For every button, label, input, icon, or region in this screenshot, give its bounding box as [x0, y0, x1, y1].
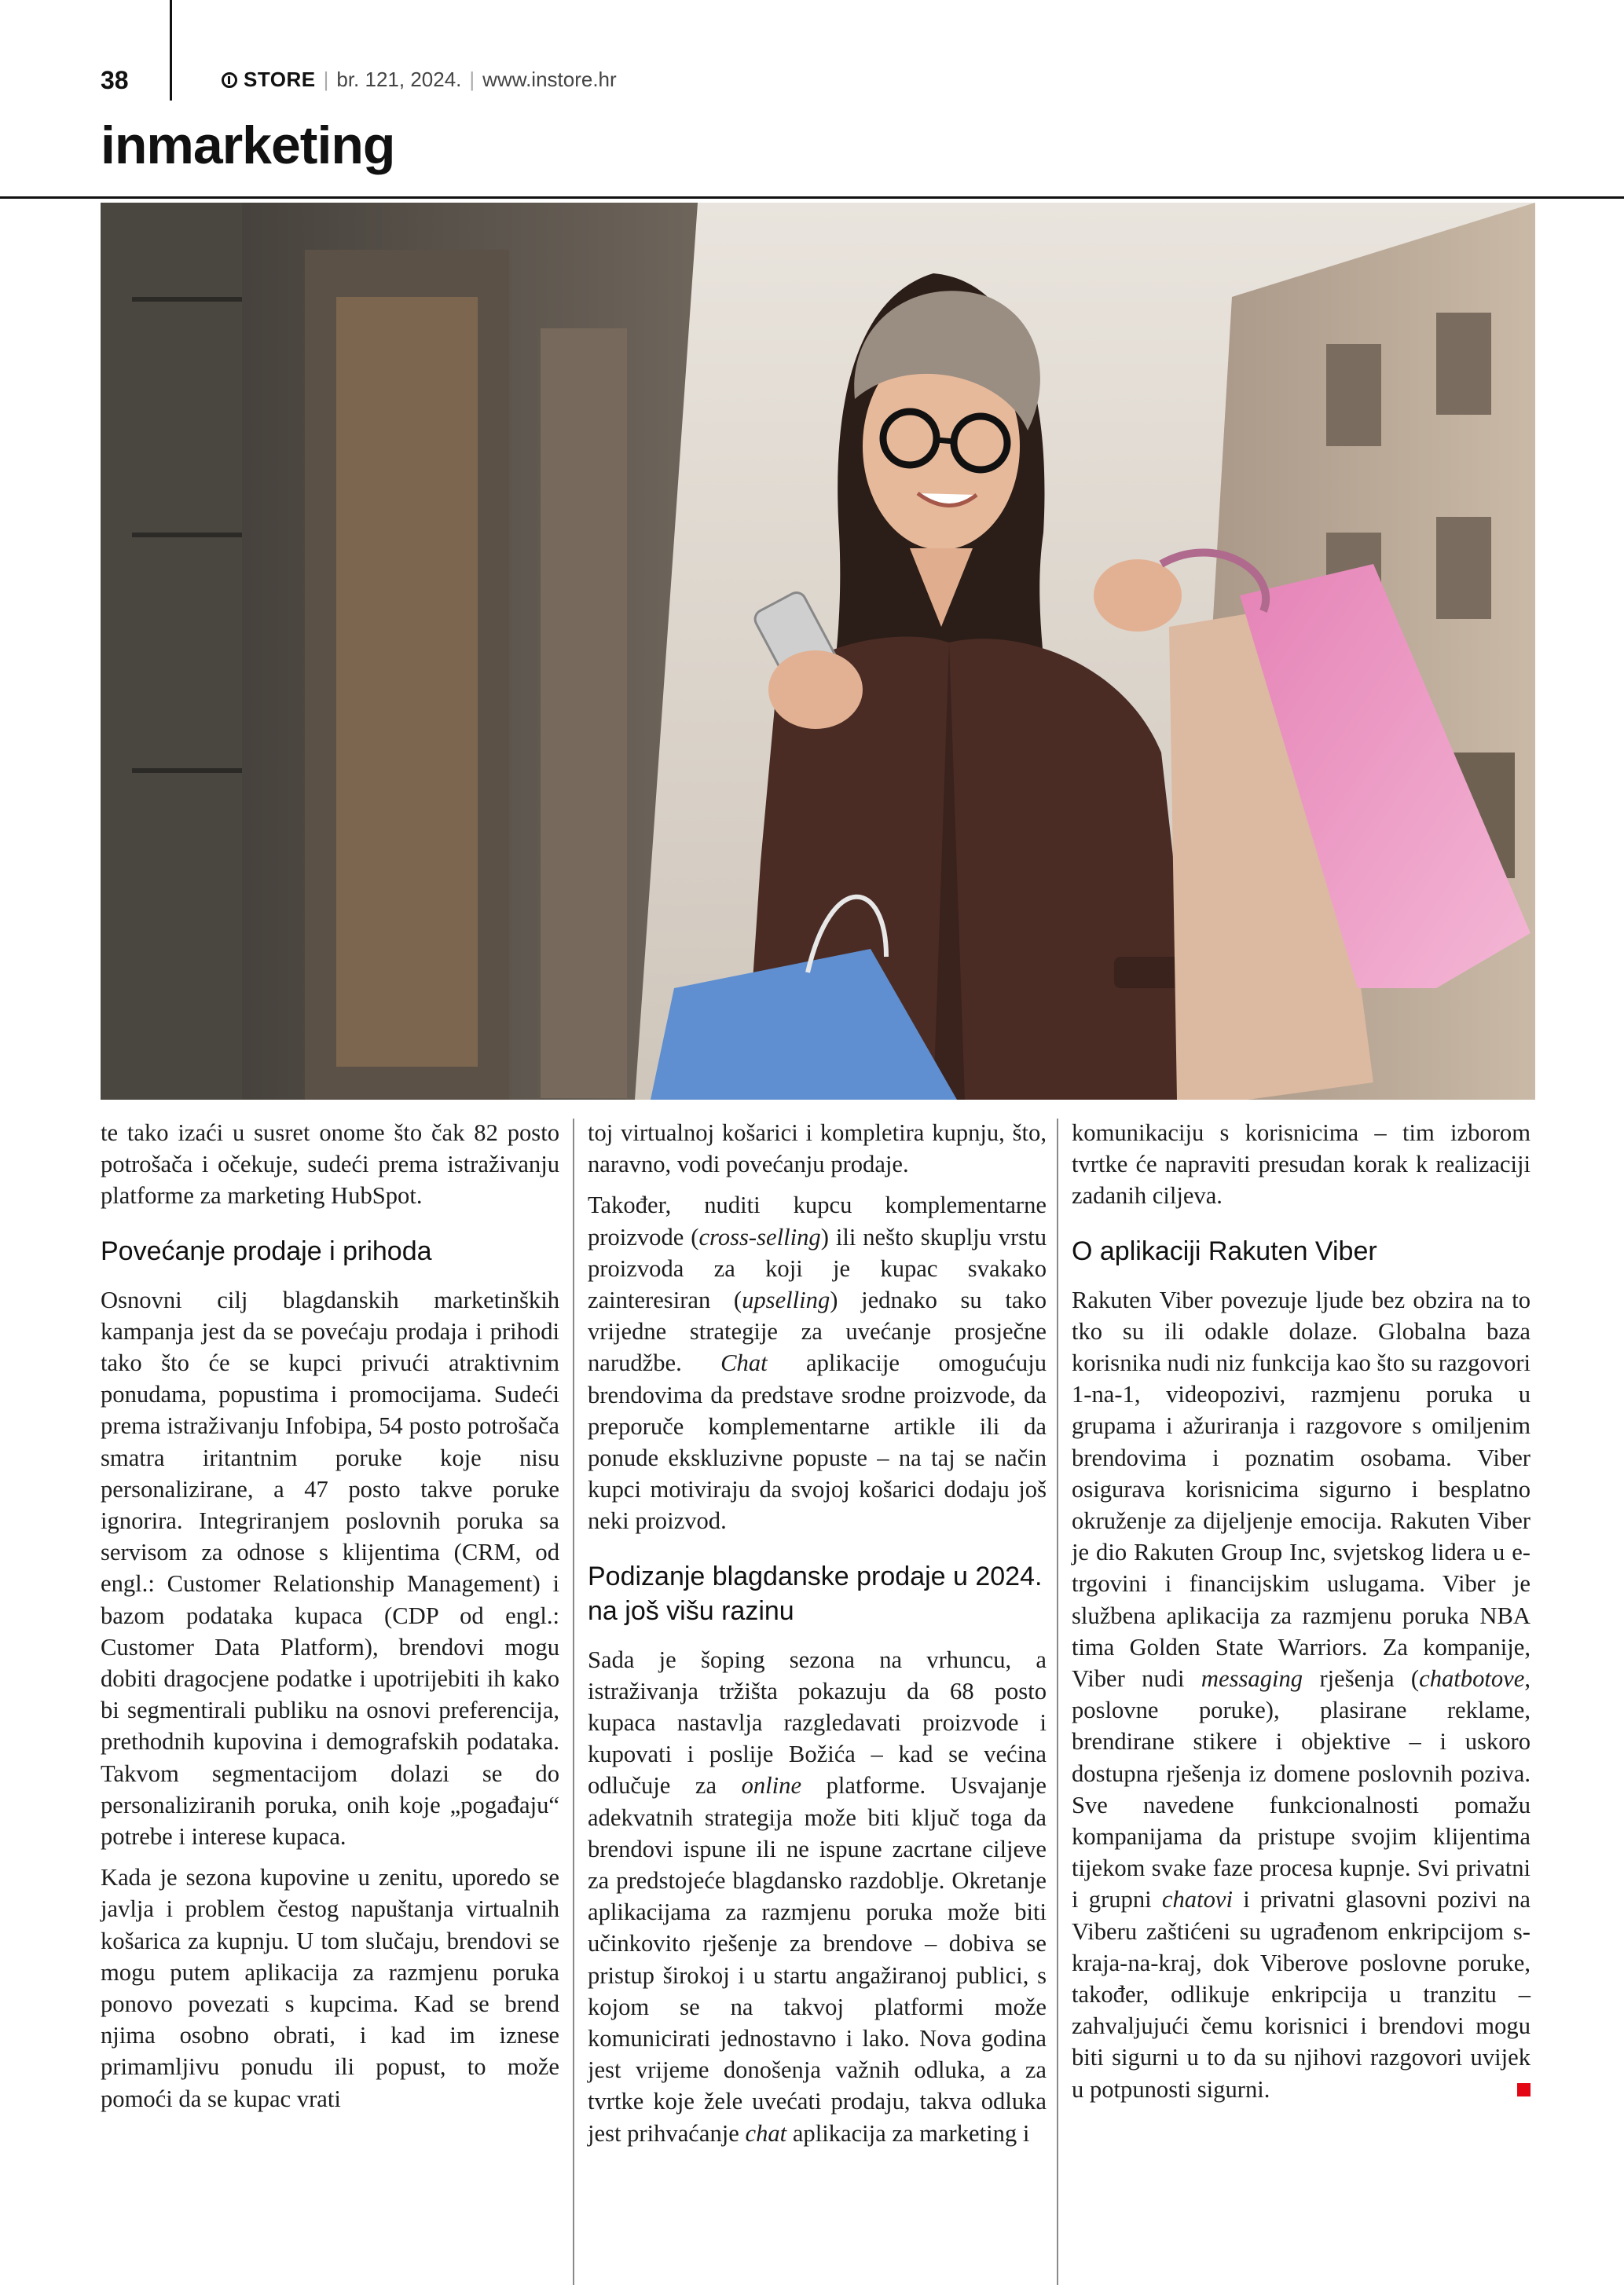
- page-number: 38: [101, 66, 129, 94]
- section-title: inmarketing: [101, 115, 395, 175]
- paragraph: Rakuten Viber povezuje ljude bez obzira na to tko su ili odakle dolaze. Globalna baza korisnika nudi niz funkcija kao što su razgovori 1-na-1, videopozivi, razmjenu poruka u grupama i ažuriranja i razgovore s omiljenim brendovima i poznatim osobama. Viber osigurava korisnicima sigurno i besplatno okruženje za dijeljenje emocija. Rakuten Viber je dio Rakuten Group Inc, svjetskog lidera u e-trgovini i financijskim uslugama. Viber je službena aplikacija za razmjenu poruka NBA tima Golden State Warriors. Za kompanije, Viber nudi messaging rješenja (chatbotove, poslovne poruke), plasirane reklame, brendirane stikere i objektive – i uskoro dostupna rješenja iz domene poslovnih poziva. Sve navedene funkcionalnosti pomažu kompanijama da pristupe svojim klijentima tijekom svake faze procesa kupnje. Svi privatni i grupni chatovi i privatni glasovni pozivi na Viberu zaštićeni su ugrađenom enkripcijom s-kraja-na-kraj, dok Viberove poslovne poruke, također, odlikuje enkripcija u tranzitu – zahvaljujući čemu korisnici i brendovi mogu biti sigurni u to da su njihovi razgovori uvijek u potpunosti sigurni.: [1072, 1286, 1531, 2103]
- paragraph: toj virtualnoj košarici i kompletira kupnju, što, naravno, vodi povećanju prodaje.: [588, 1119, 1047, 1178]
- woman-shopping-bags-photo: [101, 203, 1535, 1100]
- column-rule: [1057, 1119, 1058, 2285]
- paragraph: te tako izaći u susret onome što čak 82 posto potrošača i očekuje, sudeći prema istraživanju platforme za marketing HubSpot.: [101, 1119, 559, 1210]
- subheading: O aplikaciji Rakuten Viber: [1072, 1236, 1377, 1266]
- article-column-3: [1072, 1117, 1531, 2115]
- website-url[interactable]: www.instore.hr: [482, 68, 617, 91]
- paragraph: Osnovni cilj blagdanskih marketinških kampanja jest da se povećaju prodaja i prihodi tako što će se kupci privući atraktivnim ponudama, popustima i promocijama. Sudeći prema istraživanju Infobipa, 54 posto potrošača smatra iritantnim poruke koje nisu personalizirane, a 47 posto takve poruke ignorira. Integriranjem poslovnih poruka sa servisom za odnose s klijentima (CRM, od engl.: Customer Relationship Management) i bazom podataka kupaca (CDP od engl.: Customer Data Platform), brendovi mogu dobiti dragocjene podatke i upotrijebiti ih kako bi segmentirali publiku na osnovi preferencija, prethodnih kupovina i demografskih podataka. Takvom segmentacijom dolazi se do personaliziranih poruka, onih koje „pogađaju“ potrebe i interese kupaca.: [101, 1286, 559, 1851]
- paragraph: komunikaciju s korisnicima – tim izborom tvrtke će napraviti presudan korak k realizaciji zadanih ciljeva.: [1072, 1119, 1531, 1210]
- header-horizontal-rule: [0, 196, 1624, 199]
- column-rule: [573, 1119, 574, 2285]
- header-vertical-rule: [170, 0, 172, 101]
- paragraph: Sada je šoping sezona na vrhuncu, a istraživanja tržišta pokazuju da 68 posto kupaca nastavlja razgledavati proizvode i kupovati i poslije Božića – kad se većina odlučuje za online platforme. Usvajanje adekvatnih strategija može biti ključ toga da brendovi ispune ili ne ispune zacrtane ciljeve za predstojeće blagdansko razdoblje. Okretanje aplikacijama za razmjenu poruka može biti učinkovito rješenje za brendove – dobiva se pristup širokoj i u startu angažiranoj publici, s kojom se na takvoj platformi može komunicirati jednostavno i lako. Nova godina jest vrijeme donošenja važnih odluka, a za tvrtke koje žele uvećati prodaju, takva odluka jest prihvaćanje chat aplikacija za marketing i: [588, 1646, 1047, 2147]
- brand-name: STORE: [244, 68, 316, 91]
- paragraph: Kada je sezona kupovine u zenitu, uporedo se javlja i problem čestog napuštanja virtualnih košarica za kupnju. U tom slučaju, brendovi se mogu putem aplikacija za razmjenu poruka ponovo povezati s kupcima. Kad se brend njima osobno obrati, i kad im iznese primamljivu ponudu ili popust, to može pomoći da se kupac vrati: [101, 1864, 559, 2112]
- masthead: [222, 68, 617, 92]
- subheading: Podizanje blagdanske prodaje u 2024. na još višu razinu: [588, 1561, 1043, 1626]
- masthead-separator: |: [469, 68, 475, 91]
- end-of-article-icon: [1517, 2083, 1531, 2096]
- subheading: Povećanje prodaje i prihoda: [101, 1236, 432, 1266]
- paragraph: Također, nuditi kupcu komplementarne proizvode (cross-selling) ili nešto skuplju vrstu proizvoda za koji je kupac svakako zainteresiran (upselling) jednako su tako vrijedne strategije za uvećanje prosječne narudžbe. Chat aplikacije omogućuju brendovima da predstave srodne proizvode, da preporuče komplementarne artikle ili da ponude ekskluzivne popuste – na taj se način kupci motiviraju da svojoj košarici dodaju još neki proizvod.: [588, 1192, 1047, 1535]
- masthead-separator: |: [323, 68, 329, 91]
- article-column-1: [101, 1117, 559, 2124]
- issue-info: br. 121, 2024.: [336, 68, 462, 91]
- photo-illustration: [101, 203, 1535, 1100]
- instore-logo-icon: [222, 72, 237, 88]
- article-column-2: [588, 1117, 1047, 2159]
